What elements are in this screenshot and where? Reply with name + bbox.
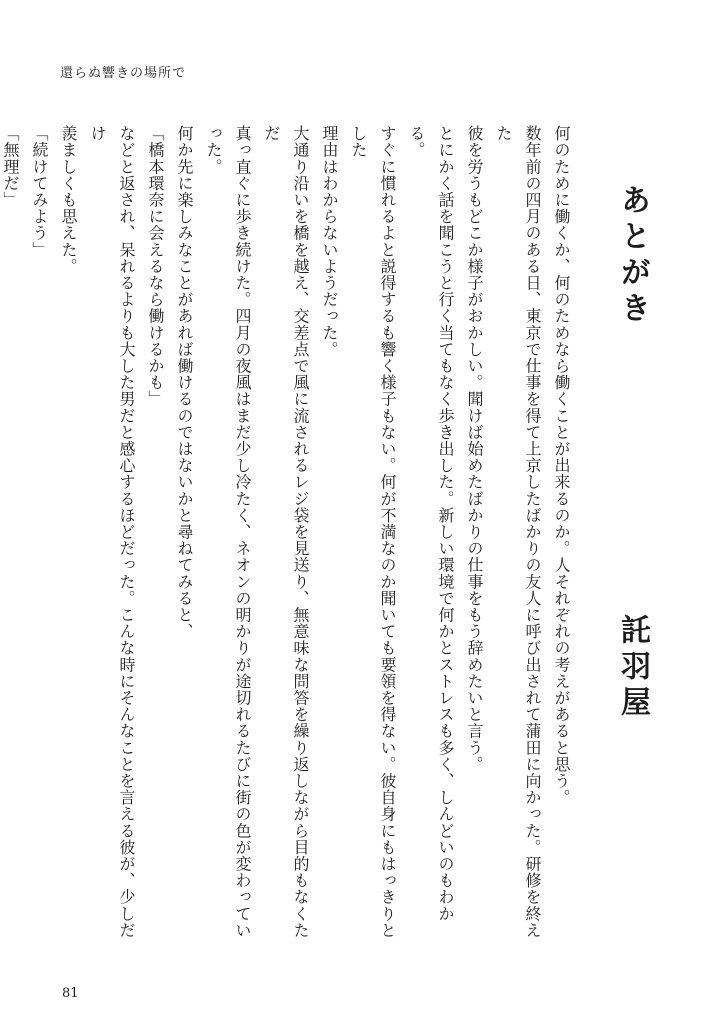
dialogue-line-1: 「橋本環奈に会えるなら働けるかも」 (146, 125, 165, 408)
section-heading: あとがき (615, 184, 650, 328)
body-text (0, 125, 576, 945)
author-name: 託羽屋 (615, 614, 650, 722)
paragraph-1: 何のために働くか、何のためなら働くことが出来るのか。人それぞれの考えがあると思う。 (552, 125, 571, 806)
running-header: 還らぬ響きの場所で (60, 66, 187, 81)
paragraph-5: 何か先に楽しみなことがあれば働けるのではないかと尋ねてみると、 (175, 125, 194, 640)
paragraph-2: 数年前の四月のある日、東京で仕事を得て上京したばかりの友人に呼び出されて蒲田に向かった。研修を終えた 彼を労うもどこか様子がおかしい。聞けば始めたばかりの仕事をもう辞めたいと言う。 (465, 125, 542, 939)
dialogue-line-2: 「続けてみよう」 (30, 125, 49, 258)
paragraph-4: 大通り沿いを橋を越え、交差点で風に流されるレジ袋を見送り、無意味な問答を繰り返しながら目的もなくただ 真っ直ぐに歩き続けた。四月の夜風はまだ少し冷たく、ネオンの明かりが途切れるたびに街の色が変わっていった。 (204, 125, 310, 939)
title-block (612, 184, 652, 722)
page-number: 81 (62, 986, 79, 1001)
paragraph-6: などと返され、呆れるよりも大した男だと感心するほどだった。こんな時にそんなことを言える彼が、少しだけ 羨ましくも思えた。 (59, 125, 136, 939)
paragraph-3: とにかく話を聞こうと行く当てもなく歩き出した。新しい環境で何かとストレスも多く、しんどいのもわかる。 すぐに慣れるよと説得するも響く様子もない。何が不満なのか聞いても要領を得ない。彼自身にもはっきりとした 理由はわからないようだった。 (320, 125, 455, 939)
dialogue-line-3: 「無理だ」 (1, 125, 20, 208)
